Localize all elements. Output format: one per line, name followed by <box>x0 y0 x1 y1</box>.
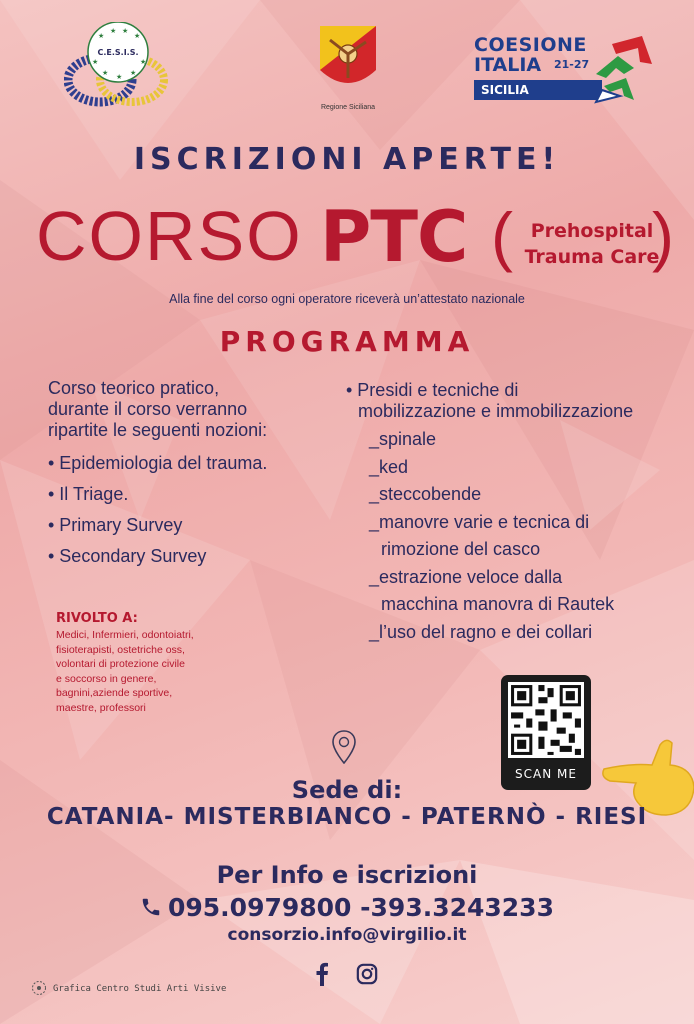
list-item: _estrazione veloce dalla <box>369 566 563 587</box>
cesis-logo-text: C.E.S.I.S. <box>97 48 139 57</box>
years-text: 21-27 <box>554 58 590 71</box>
location-pin-icon <box>332 730 356 764</box>
course-full-line-2: Trauma Care <box>524 246 660 268</box>
svg-text:★: ★ <box>116 73 123 81</box>
svg-text:★: ★ <box>134 32 141 40</box>
rivolto-line: maestre, professori <box>56 701 146 714</box>
svg-text:★: ★ <box>122 27 129 35</box>
facebook-icon[interactable] <box>314 962 330 986</box>
italia-text: ITALIA <box>474 54 542 76</box>
coesione-text: COESIONE <box>474 34 587 56</box>
qr-code-icon <box>508 682 584 758</box>
right-heading-line-2: mobilizzazione e immobilizzazione <box>358 401 634 421</box>
list-item: _manovre varie e tecnica di <box>369 511 590 532</box>
list-item: _steccobende <box>369 484 482 504</box>
left-bullet-secondary-survey: • Secondary Survey <box>48 546 207 566</box>
course-full-name <box>512 218 672 270</box>
social-links <box>310 960 390 988</box>
list-item: _l’uso del ragno e dei collari <box>369 621 593 642</box>
course-full-line-1: Prehospital <box>530 220 654 242</box>
right-heading <box>346 380 686 422</box>
programma-title: PROGRAMMA <box>219 325 475 358</box>
sicilia-bar: SICILIA <box>474 80 602 100</box>
phone-row[interactable] <box>0 893 694 922</box>
left-bullet-triage: • Il Triage. <box>48 484 129 504</box>
course-title <box>36 196 676 286</box>
left-bullet-primary-survey: • Primary Survey <box>48 515 183 535</box>
rivolto-line: bagnini,aziende sportive, <box>56 687 173 699</box>
svg-text:★: ★ <box>130 69 137 77</box>
rivolto-line: fisioterapisti, ostetriche oss, <box>56 643 185 656</box>
headline: ISCRIZIONI APERTE! <box>133 142 561 177</box>
rivolto-line: volontari di protezione civile <box>56 658 185 670</box>
list-item: macchina manovra di Rautek <box>381 594 615 614</box>
region-label: Regione Siciliana <box>320 104 376 111</box>
program-intro <box>48 378 338 441</box>
svg-text:★: ★ <box>110 27 117 35</box>
intro-line-1: Corso teorico pratico, <box>48 378 220 398</box>
svg-text:★: ★ <box>140 58 147 66</box>
list-item: rimozione del casco <box>381 539 541 559</box>
phone-icon <box>140 896 162 918</box>
email-address[interactable]: consorzio.info@virgilio.it <box>227 925 467 945</box>
rivolto-line: e soccorso in genere, <box>56 672 157 685</box>
intro-line-2: durante il corso verranno <box>48 399 248 419</box>
program-left-column <box>48 378 338 572</box>
scan-me-label: SCAN ME <box>515 767 577 781</box>
rivolto-title: RIVOLTO A: <box>56 611 138 626</box>
arrows-icon <box>590 34 656 106</box>
credit-logo-icon <box>30 979 48 997</box>
sede-title: Sede di: <box>291 776 403 804</box>
qr-code[interactable] <box>501 675 591 790</box>
credit-text: Grafica Centro Studi Arti Visive <box>53 984 227 994</box>
paren-open: ( <box>491 199 513 273</box>
regione-siciliana-logo <box>312 22 384 117</box>
course-prefix: CORSO <box>36 197 303 275</box>
info-title: Per Info e iscrizioni <box>216 861 478 889</box>
list-item: _ked <box>369 456 409 477</box>
intro-line-3: ripartite le seguenti nozioni: <box>48 420 268 440</box>
left-bullet-epidemiologia: • Epidemiologia del trauma. <box>48 453 268 473</box>
rivolto-list <box>56 628 256 715</box>
right-heading-line-1: • Presidi e tecniche di <box>346 380 519 400</box>
coesione-italia-logo <box>474 34 664 106</box>
svg-text:★: ★ <box>92 58 99 66</box>
svg-text:★: ★ <box>98 32 105 40</box>
rivolto-line: Medici, Infermieri, odontoiatri, <box>56 629 194 641</box>
svg-text:★: ★ <box>102 69 109 77</box>
course-name: PTC <box>320 196 468 278</box>
attestato-note: Alla fine del corso ogni operatore riceverà un’attestato nazionale <box>169 292 525 306</box>
instagram-icon[interactable] <box>356 963 378 985</box>
cesis-logo <box>64 22 172 112</box>
sede-cities: CATANIA- MISTERBIANCO - PATERNÒ - RIESI <box>46 804 648 830</box>
list-item: _spinale <box>369 429 437 449</box>
phone-numbers[interactable]: 095.0979800 -393.3243233 <box>168 893 554 922</box>
paren-close: ) <box>652 199 674 273</box>
program-right-column <box>346 380 686 646</box>
